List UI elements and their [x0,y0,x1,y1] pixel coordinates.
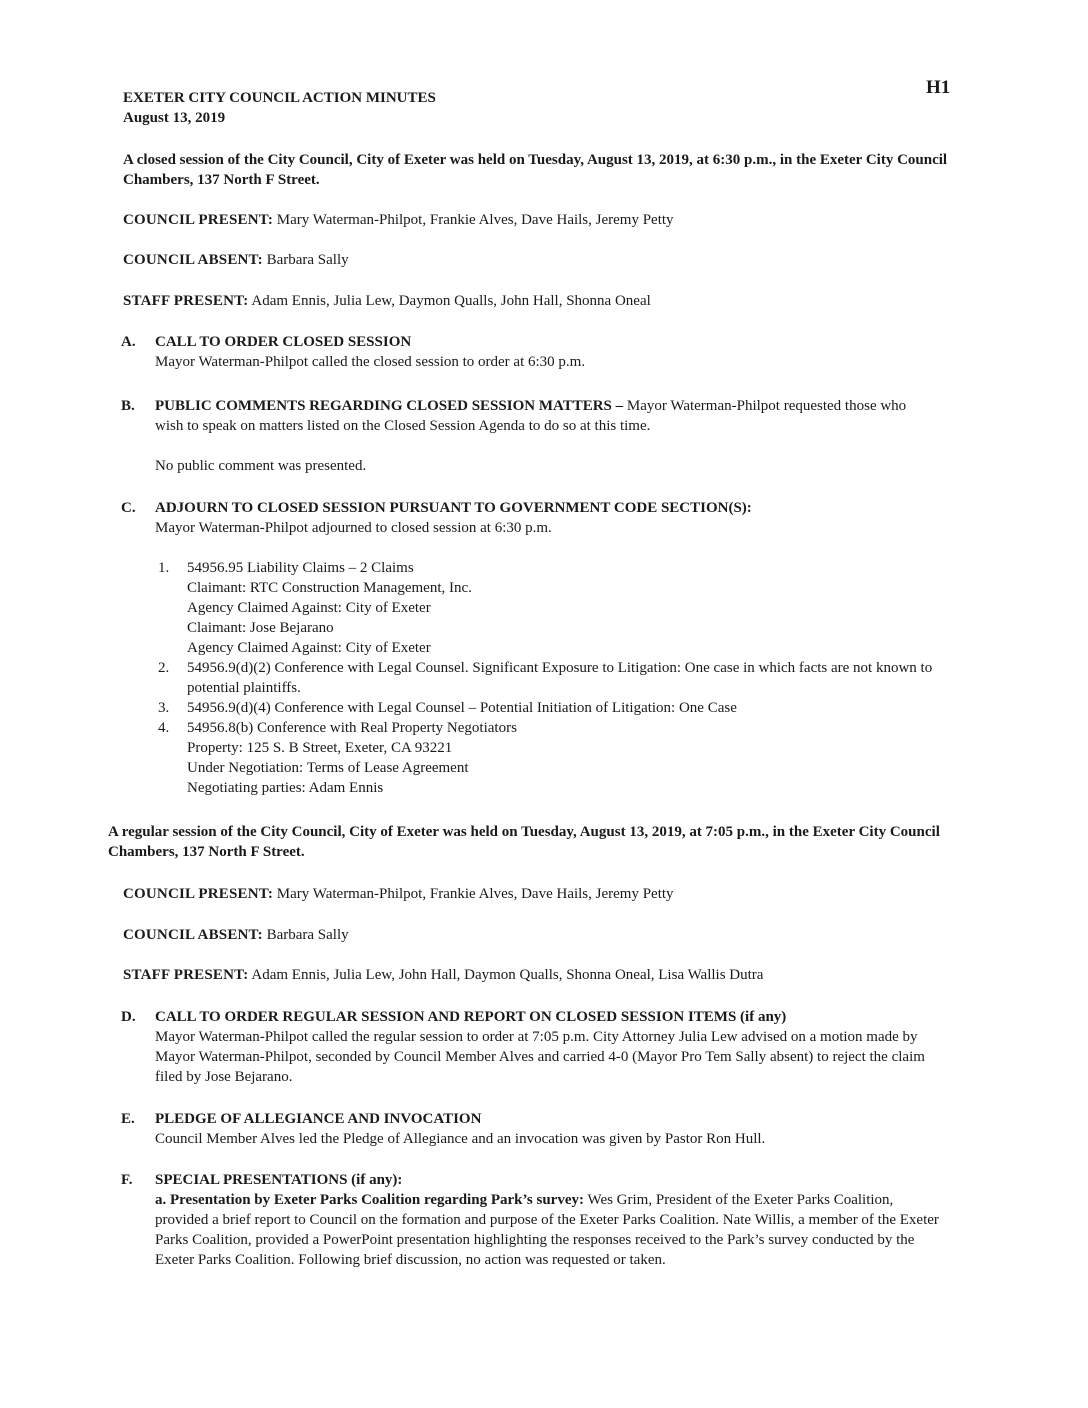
item-number: 1. [158,560,170,576]
item-number: 2. [158,660,170,676]
document-title: EXETER CITY COUNCIL ACTION MINUTES [123,90,436,106]
item-line: Agency Claimed Against: City of Exeter [187,600,431,616]
item-line: Agency Claimed Against: City of Exeter [187,640,431,656]
closed-staff-present [123,291,963,311]
item-number: 4. [158,720,170,736]
closed-council-absent [123,250,963,270]
council-absent-label: COUNCIL ABSENT: [123,927,263,943]
closed-session-items [158,558,958,798]
presentation-title: a. Presentation by Exeter Parks Coalition regarding Park’s survey: [155,1192,584,1208]
presentation-item [155,1190,945,1270]
section-letter: B. [121,398,135,414]
closed-session-intro: A closed session of the City Council, City of Exeter was held on Tuesday, August 13, 2019, at 6:30 p.m., in the Exeter City Council Chambers, 137 North F Street. [123,152,948,188]
staff-present-names: Adam Ennis, Julia Lew, Daymon Qualls, John Hall, Shonna Oneal [251,293,651,309]
list-item [158,698,958,718]
section-b [121,396,961,476]
council-absent-names: Barbara Sally [266,252,349,268]
item-line: Claimant: Jose Bejarano [187,620,334,636]
section-letter: E. [121,1111,135,1127]
section-title: ADJOURN TO CLOSED SESSION PURSUANT TO GOVERNMENT CODE SECTION(S): [155,500,752,516]
regular-council-absent [123,925,963,945]
council-absent-names: Barbara Sally [266,927,349,943]
regular-staff-present [123,965,963,985]
section-title: PUBLIC COMMENTS REGARDING CLOSED SESSION MATTERS – [155,398,624,414]
regular-council-present [123,884,963,904]
section-d [121,1007,961,1087]
council-present-label: COUNCIL PRESENT: [123,212,274,228]
closed-council-present [123,210,963,230]
document-date: August 13, 2019 [123,110,226,126]
list-item [158,658,958,698]
document-header [123,88,436,128]
section-title: SPECIAL PRESENTATIONS (if any): [155,1172,403,1188]
section-note: No public comment was presented. [155,458,367,474]
regular-session-intro: A regular session of the City Council, City of Exeter was held on Tuesday, August 13, 2019, at 7:05 p.m., in the Exeter City Council Chambers, 137 North F Street. [108,824,940,860]
item-number: 3. [158,700,170,716]
list-item [158,558,958,658]
section-text: Mayor Waterman-Philpot adjourned to closed session at 6:30 p.m. [155,520,552,536]
item-line: Claimant: RTC Construction Management, Inc. [187,580,472,596]
section-title: CALL TO ORDER REGULAR SESSION AND REPORT ON CLOSED SESSION ITEMS (if any) [155,1009,787,1025]
section-a [121,332,961,372]
section-letter: F. [121,1172,133,1188]
item-line: 54956.95 Liability Claims – 2 Claims [187,560,414,576]
item-line: Property: 125 S. B Street, Exeter, CA 93221 [187,740,453,756]
staff-present-label: STAFF PRESENT: [123,293,249,309]
section-title: PLEDGE OF ALLEGIANCE AND INVOCATION [155,1111,482,1127]
section-text: Mayor Waterman-Philpot called the closed session to order at 6:30 p.m. [155,354,586,370]
section-c [121,498,961,538]
staff-present-label: STAFF PRESENT: [123,967,249,983]
section-title: CALL TO ORDER CLOSED SESSION [155,334,412,350]
section-text: Mayor Waterman-Philpot requested those who wish to speak on matters listed on the Closed Session Agenda to do so at this time. [155,398,907,434]
list-item [158,718,958,798]
item-line: Under Negotiation: Terms of Lease Agreement [187,760,469,776]
item-line: Negotiating parties: Adam Ennis [187,780,384,796]
section-f [121,1170,961,1270]
section-text: Mayor Waterman-Philpot called the regular session to order at 7:05 p.m. City Attorney Julia Lew advised on a motion made by Mayor Waterman-Philpot, seconded by Council Member Alves and carried 4-0 (Mayor Pro Tem Sally absent) to reject the claim filed by Jose Bejarano. [155,1029,925,1085]
council-present-label: COUNCIL PRESENT: [123,886,274,902]
item-line: 54956.8(b) Conference with Real Property Negotiators [187,720,517,736]
section-letter: D. [121,1009,136,1025]
item-line: 54956.9(d)(4) Conference with Legal Counsel – Potential Initiation of Litigation: One Case [187,700,737,716]
council-present-names: Mary Waterman-Philpot, Frankie Alves, Dave Hails, Jeremy Petty [276,212,674,228]
page-id: H1 [926,77,951,98]
section-text: Council Member Alves led the Pledge of Allegiance and an invocation was given by Pastor Ron Hull. [155,1131,766,1147]
staff-present-names: Adam Ennis, Julia Lew, John Hall, Daymon Qualls, Shonna Oneal, Lisa Wallis Dutra [251,967,764,983]
council-absent-label: COUNCIL ABSENT: [123,252,263,268]
presentation-text: Wes Grim, President of the Exeter Parks Coalition, provided a brief report to Council on the formation and purpose of the Exeter Parks Coalition. Nate Willis, a member of the Exeter Parks Coalition, provided a PowerPoint presentation highlighting the responses received to the Park’s survey conducted by the Exeter Parks Coalition. Following brief discussion, no action was requested or taken. [155,1192,939,1268]
council-present-names: Mary Waterman-Philpot, Frankie Alves, Dave Hails, Jeremy Petty [276,886,674,902]
section-letter: A. [121,334,136,350]
item-line: 54956.9(d)(2) Conference with Legal Counsel. Significant Exposure to Litigation: One case in which facts are not known to potential plaintiffs. [187,660,933,696]
section-e [121,1109,961,1149]
section-letter: C. [121,500,136,516]
